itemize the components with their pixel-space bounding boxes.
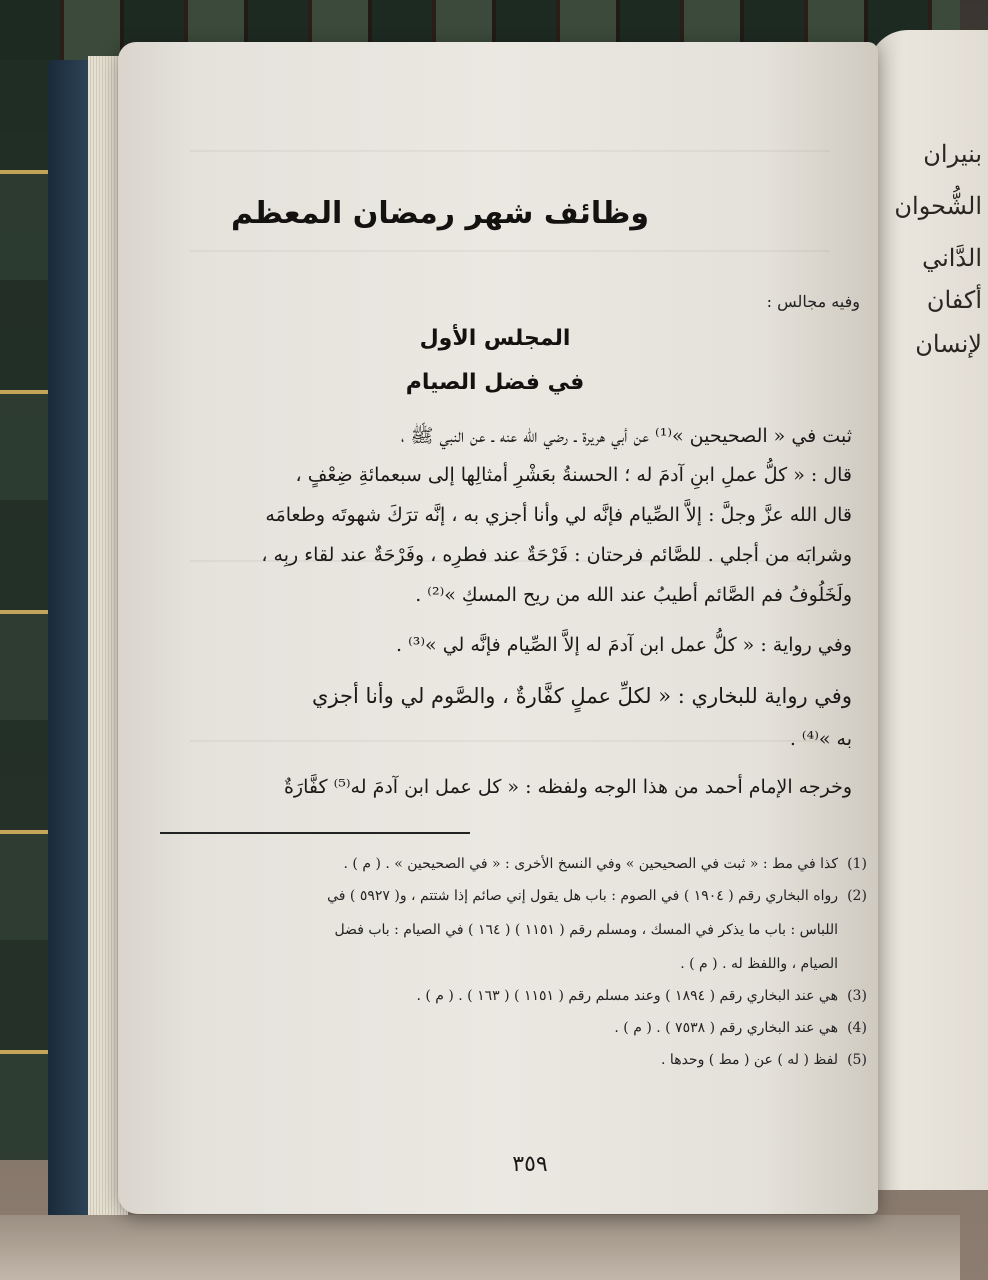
body-line: قال : « كلُّ عملِ ابنِ آدمَ له ؛ الحسنةُ بعَشْرِ أمثالِها إلى سبعمائةِ ضِعْفٍ ، [295, 464, 852, 486]
footnote-number: (2) [847, 888, 867, 904]
body-line: وفي رواية للبخاري : « لكلِّ عملٍ كفَّارةٌ ، والصَّوم لي وأنا أجزي [312, 684, 852, 708]
page-number: ٣٥٩ [512, 1152, 548, 1177]
footnote-number: (4) [847, 1020, 867, 1036]
footnote-text: الصيام ، واللفظ له . ( م ) . [680, 956, 838, 972]
facing-page-word: الدَّاني [922, 244, 982, 272]
table-surface [0, 1215, 960, 1280]
section-heading: المجلس الأول [419, 326, 571, 351]
footnote [128, 856, 868, 872]
footnote [128, 1020, 868, 1036]
chapter-title: وظائف شهر رمضان المعظم [230, 196, 650, 231]
bleed-through [190, 150, 830, 152]
footnote-text: كذا في مط : « ثبت في الصحيحين » وفي النسخ الأخرى : « في الصحيحين » . ( م ) . [343, 856, 838, 872]
facing-page [868, 30, 988, 1190]
section-subheading: في فضل الصيام [405, 370, 585, 395]
body-line: وخرجه الإمام أحمد من هذا الوجه ولفظه : « كل عمل ابن آدمَ له⁽⁵⁾ كفَّارَةٌ [283, 776, 852, 798]
bleed-through [190, 250, 830, 252]
footnote-number: (1) [847, 856, 867, 872]
footnote-text: لفظ ( له ) عن ( مط ) وحدها . [661, 1052, 838, 1068]
body-line: وفي رواية : « كلُّ عمل ابن آدمَ له إلاَّ الصِّيام فإنَّه لي »⁽³⁾ . [396, 634, 852, 656]
footnote-text: اللباس : باب ما يذكر في المسك ، ومسلم رقم ( ١١٥١ ) ( ١٦٤ ) في الصيام : باب فضل [334, 922, 838, 938]
footnote [128, 1052, 868, 1068]
facing-page-word: الشُّحوان [894, 192, 982, 220]
footnote-text: هي عند البخاري رقم ( ٧٥٣٨ ) . ( م ) . [614, 1020, 838, 1036]
facing-page-word: لإنسان [915, 330, 982, 358]
footnote-number: (5) [847, 1052, 867, 1068]
body-line: ولَخَلُوفُ فم الصَّائم أطيبُ عند الله من ريح المسكِ »⁽²⁾ . [415, 584, 852, 606]
body-line: قال الله عزَّ وجلَّ : إلاَّ الصِّيام فإنَّه لي وأنا أجزي به ، إنَّه ترَكَ شهوتَه وطعامَه [265, 504, 852, 526]
body-line: ثبت في « الصحيحين »⁽¹⁾ عن أبي هريرة ـ رضي الله عنه ـ عن النبي ﷺ ، [400, 425, 852, 447]
footnote [128, 888, 868, 904]
footnote [128, 922, 868, 938]
body-line: به »⁽⁴⁾ . [789, 728, 852, 750]
footnote-separator [160, 832, 470, 834]
footnote-text: هي عند البخاري رقم ( ١٨٩٤ ) وعند مسلم رقم ( ١١٥١ ) ( ١٦٣ ) . ( م ) . [416, 988, 838, 1004]
body-line: وشرابَه من أجلي . للصَّائم فرحتان : فَرْحَةٌ عند فطرِه ، وفَرْحَةٌ عند لقاء ربِه ، [261, 544, 852, 566]
footnote-number: (3) [847, 988, 867, 1004]
footnote-text: رواه البخاري رقم ( ١٩٠٤ ) في الصوم : باب هل يقول إني صائم إذا شتتم ، و( ٥٩٢٧ ) في [327, 888, 838, 904]
footnote [128, 956, 868, 972]
intro-text: وفيه مجالس : [766, 292, 860, 311]
footnote [128, 988, 868, 1004]
facing-page-word: أكفان [926, 286, 982, 314]
facing-page-word: بنيران [923, 140, 982, 168]
